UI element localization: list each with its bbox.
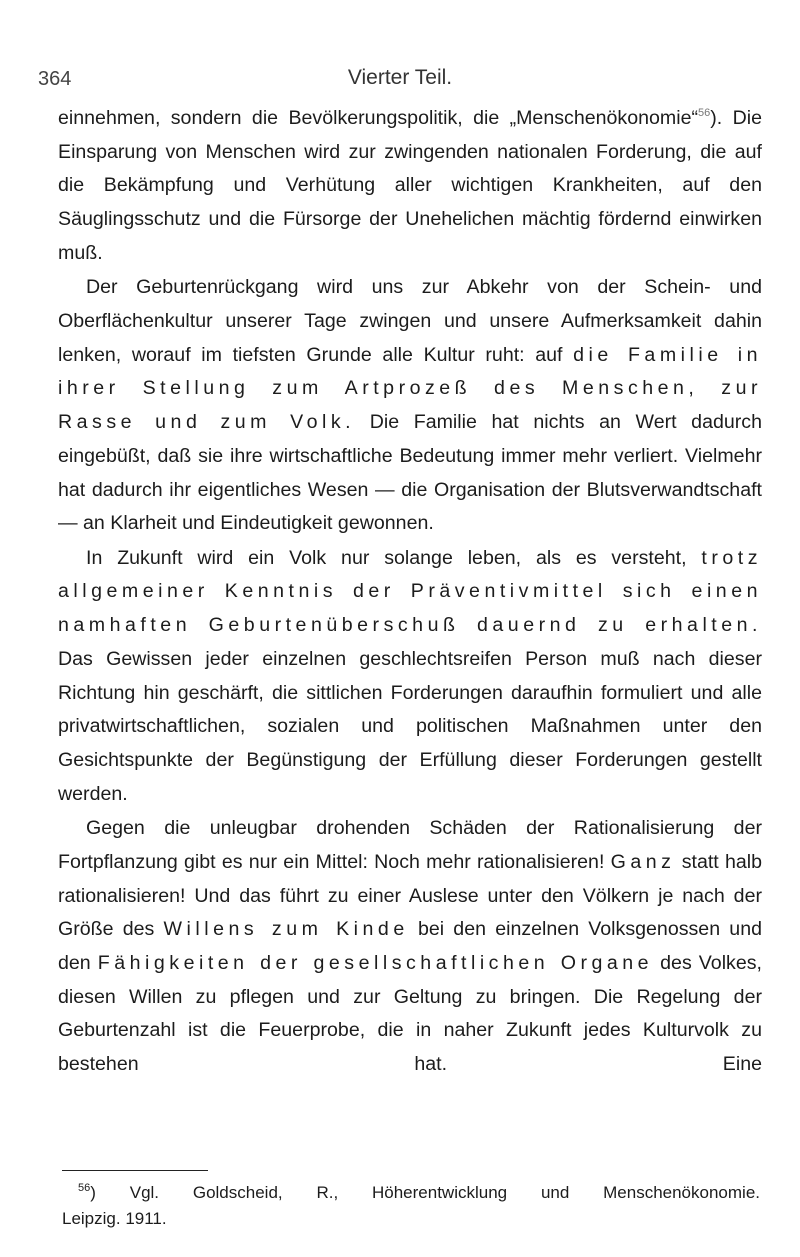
- p3-spaced-emphasis: trotz allgemeiner Kenntnis der Präventivmittel sich einen namhaften Geburtenüberschuß dauernd zu erhalten.: [58, 546, 762, 637]
- paragraph-3: [58, 542, 762, 812]
- footnote-mark: 56: [78, 1182, 91, 1194]
- footnote-line-1: [62, 1180, 760, 1206]
- footnote-rule: [62, 1170, 208, 1171]
- p4-text-b: statt halb rationalisieren! Und das führt zu einer Auslese unter den Völkern je nach der Größe des: [58, 850, 763, 941]
- paragraph-1: [58, 102, 762, 271]
- p1-text-b: ). Die Einsparung von Menschen wird zur zwingenden nationalen Forderung, die auf die Bekämpfung und Verhütung aller wichtigen Krankheiten, auf den Säuglingsschutz und die Fürsorge der Unehelichen mächtig fördernd einwirken muß.: [58, 107, 762, 264]
- page-number: 364: [38, 68, 72, 90]
- p3-text-a: In Zukunft wird ein Volk nur solange leben, als es versteht,: [86, 546, 687, 569]
- footnote-line-2: Leipzig. 1911.: [62, 1209, 167, 1228]
- p4-text-a: Gegen die unleugbar drohenden Schäden der Rationalisierung der Fortpflanzung gibt es nur ein Mittel: Noch mehr rationalisieren!: [58, 817, 762, 873]
- running-head: Vierter Teil.: [347, 66, 453, 89]
- p3-text-b: Das Gewissen jeder einzelnen geschlechtsreifen Person muß nach dieser Richtung hin geschärft, die sittlichen Forderungen daraufhin formuliert und alle privatwirtschaftlichen, sozialen und politischen Maßnahmen unter den Gesichtspunkte der Begünstigung der Erfüllung dieser Forderungen gestellt werden.: [58, 647, 762, 805]
- p4-spaced-emphasis-1: Ganz: [610, 850, 676, 873]
- paragraph-2: [58, 271, 762, 541]
- p2-text-a: Der Geburtenrückgang wird uns zur Abkehr von der Schein- und Oberflächenkultur unserer Tage zwingen und unsere Aufmerksamkeit dahin lenken, worauf im tiefsten Grunde alle Kultur ruht: auf: [58, 276, 762, 366]
- p1-text-a: einnehmen, sondern die Bevölkerungspolitik, die „Menschenökonomie“: [58, 107, 698, 129]
- p4-text-c: bei den einzelnen Volksgenossen und den: [58, 918, 762, 974]
- p2-text-b: Die Familie hat nichts an Wert dadurch eingebüßt, daß sie ihre wirtschaftliche Bedeutung immer mehr verliert. Vielmehr hat dadurch ihr eigentliches Wesen — die Organisation der Blutsverwandtschaft — an Klarheit und Eindeutigkeit gewonnen.: [58, 411, 762, 535]
- body-text: [58, 102, 762, 1082]
- paragraph-4: [58, 812, 762, 1082]
- p4-text-d: des Volkes, diesen Willen zu pflegen und zur Geltung zu bringen. Die Regelung der Geburtenzahl ist die Feuerprobe, die in naher Zukunft jedes Kulturvolk zu bestehen hat. Eine: [58, 951, 762, 1076]
- footnote: [62, 1180, 760, 1232]
- p4-spaced-emphasis-2: Willens zum Kinde: [163, 918, 409, 941]
- p4-spaced-emphasis-3: Fähigkeiten der gesellschaftlichen Organe: [97, 951, 654, 974]
- p2-spaced-emphasis: die Familie in ihrer Stellung zum Artprozeß des Menschen, zur Rasse und zum Volk.: [58, 343, 762, 434]
- footnote-citation: ) Vgl. Goldscheid, R., Höherentwicklung und Menschenökonomie.: [90, 1183, 760, 1202]
- footnote-ref[interactable]: 56: [698, 107, 711, 119]
